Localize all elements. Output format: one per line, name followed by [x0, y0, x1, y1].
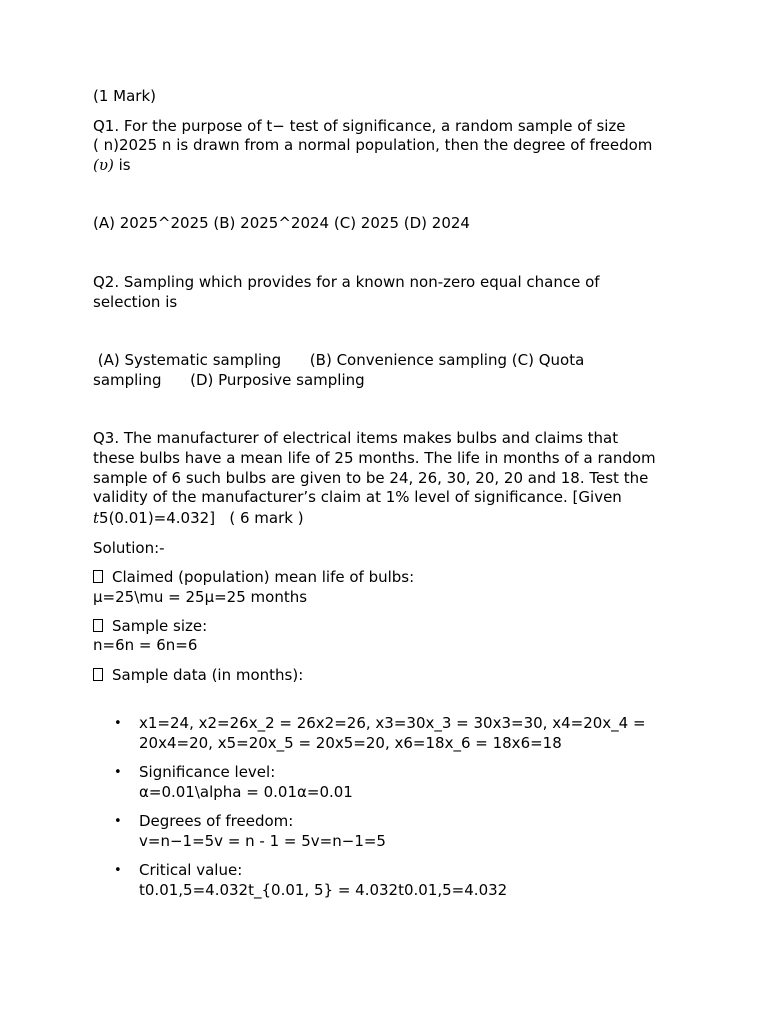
- solution-item-label: Sample size:: [112, 617, 208, 635]
- q3-text-line-5-rest: 5(0.01)=4.032] ( 6 mark ): [99, 509, 304, 527]
- bullet-line-1: Significance level:: [139, 763, 276, 781]
- missing-glyph-box-icon: [93, 570, 103, 583]
- bullet-icon: •: [114, 765, 122, 780]
- q3-text-line-1: Q3. The manufacturer of electrical items makes bulbs and claims that: [93, 429, 619, 447]
- solution-item-sample-data: [93, 665, 303, 685]
- bullet-icon: •: [114, 863, 122, 878]
- q2-options-line-1: (A) Systematic sampling (B) Convenience sampling (C) Quota: [93, 351, 585, 369]
- q1-nu-symbol: (υ): [93, 156, 114, 174]
- solution-item-claimed-mean: [93, 567, 414, 587]
- missing-glyph-box-icon: [93, 619, 103, 632]
- bullet-line-2: v=n−1=5v = n - 1 = 5v=n−1=5: [139, 832, 386, 850]
- q3-text-line-4: validity of the manufacturer’s claim at 1% level of significance. [Given: [93, 488, 622, 506]
- solution-item-value: n=6n = 6n=6: [93, 636, 198, 654]
- solution-item-label: Claimed (population) mean life of bulbs:: [112, 568, 415, 586]
- bullet-line-2: α=0.01\alpha = 0.01α=0.01: [139, 783, 353, 801]
- q2-text-line-2: selection is: [93, 293, 178, 311]
- q1-options: (A) 2025^2025 (B) 2025^2024 (C) 2025 (D) 2024: [93, 214, 470, 232]
- solution-item-sample-size: [93, 616, 207, 636]
- q3-text-line-3: sample of 6 such bulbs are given to be 24, 26, 30, 20, 20 and 18. Test the: [93, 469, 649, 487]
- q1-text-line-1: Q1. For the purpose of t− test of significance, a random sample of size: [93, 117, 626, 135]
- bullet-line-1: Degrees of freedom:: [139, 812, 294, 830]
- mark-label: (1 Mark): [93, 87, 157, 105]
- bullet-icon: •: [114, 716, 122, 731]
- solution-item-label: Sample data (in months):: [112, 666, 304, 684]
- q2-options-line-2: sampling (D) Purposive sampling: [93, 371, 365, 389]
- bullet-icon: •: [114, 814, 122, 829]
- solution-heading: Solution:-: [93, 539, 165, 557]
- q3-t-symbol: t: [93, 509, 100, 527]
- bullet-line-2: t0.01,5=4.032t_{0.01, 5} = 4.032t0.01,5=4.032: [139, 881, 508, 899]
- q1-text-line-3: [93, 155, 131, 175]
- q1-text-line-2: ( n)2025 n is drawn from a normal population, then the degree of freedom: [93, 136, 653, 154]
- bullet-line-1: Critical value:: [139, 861, 243, 879]
- missing-glyph-box-icon: [93, 668, 103, 681]
- q2-text-line-1: Q2. Sampling which provides for a known non-zero equal chance of: [93, 273, 600, 291]
- bullet-line-2: 20x4=20, x5=20x_5 = 20x5=20, x6=18x_6 = 18x6=18: [139, 734, 562, 752]
- q3-text-line-2: these bulbs have a mean life of 25 months. The life in months of a random: [93, 449, 656, 467]
- q1-text-line-3-rest: is: [113, 156, 131, 174]
- bullet-line-1: x1=24, x2=26x_2 = 26x2=26, x3=30x_3 = 30x3=30, x4=20x_4 =: [139, 714, 646, 732]
- q3-text-line-5: [93, 508, 304, 528]
- solution-item-value: μ=25\mu = 25μ=25 months: [93, 588, 308, 606]
